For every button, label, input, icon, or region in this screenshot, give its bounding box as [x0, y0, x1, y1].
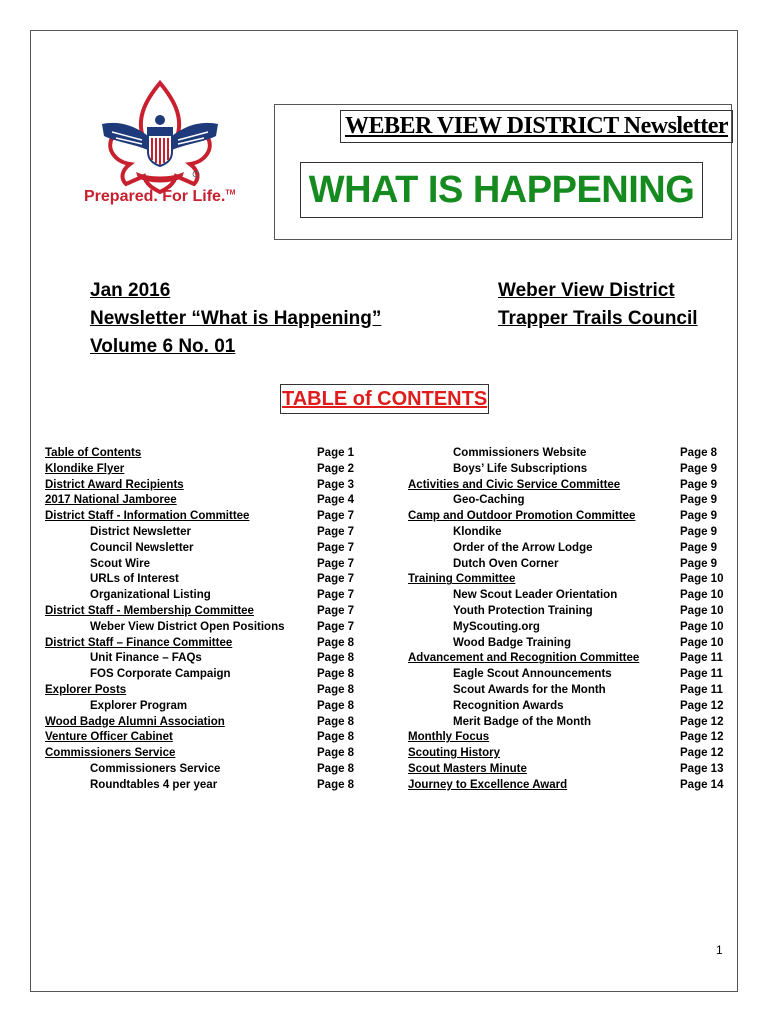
- toc-entry[interactable]: [45, 588, 365, 604]
- page-number: 1: [716, 943, 723, 957]
- toc-entry-title: Venture Officer Cabinet: [45, 731, 173, 744]
- toc-entry-page: Page 12: [680, 747, 724, 760]
- toc-entry[interactable]: [45, 541, 365, 557]
- toc-entry-page: Page 7: [317, 620, 355, 633]
- toc-entry-title: Geo-Caching: [453, 494, 525, 507]
- toc-entry[interactable]: [45, 620, 365, 636]
- toc-entry-page: Page 7: [317, 510, 355, 523]
- toc-entry-title: Scouting History: [408, 747, 501, 760]
- toc-entry-page: Page 10: [680, 589, 724, 602]
- district-name: Weber View District: [498, 280, 675, 301]
- toc-entry-page: Page 2: [317, 462, 355, 475]
- toc-entry-title: Table of Contents: [45, 447, 142, 459]
- toc-entry[interactable]: [408, 462, 728, 478]
- toc-entry-page: Page 4: [317, 494, 355, 507]
- toc-entry-page: Page 11: [680, 668, 723, 681]
- toc-entry-page: Page 7: [317, 573, 355, 586]
- toc-entry[interactable]: [408, 557, 728, 573]
- volume-number: Volume 6 No. 01: [90, 336, 236, 357]
- toc-entry-title: Activities and Civic Service Committee: [408, 478, 621, 491]
- toc-entry-page: Page 8: [317, 778, 355, 791]
- toc-entry-page: Page 12: [680, 715, 724, 728]
- toc-entry-title: New Scout Leader Orientation: [453, 589, 618, 602]
- toc-entry-page: Page 9: [680, 462, 718, 475]
- toc-entry-title: URLs of Interest: [90, 573, 179, 586]
- toc-entry[interactable]: [45, 746, 365, 762]
- toc-entry-title: Journey to Excellence Award: [408, 778, 568, 791]
- toc-entry[interactable]: [45, 762, 365, 778]
- toc-entry[interactable]: [408, 509, 728, 525]
- toc-entry-title: Commissioners Website: [453, 447, 587, 459]
- toc-entry[interactable]: [45, 683, 365, 699]
- toc-entry[interactable]: [45, 730, 365, 746]
- toc-entry-title: Council Newsletter: [90, 541, 194, 554]
- toc-entry[interactable]: [408, 493, 728, 509]
- toc-entry-title: Weber View District Open Positions: [90, 620, 285, 633]
- logo-tagline: Prepared. For Life.™: [84, 188, 236, 205]
- toc-entry-title: Wood Badge Alumni Association: [45, 715, 225, 728]
- toc-entry-page: Page 3: [317, 478, 355, 491]
- toc-entry-page: Page 9: [680, 525, 718, 538]
- toc-entry[interactable]: [45, 778, 365, 794]
- toc-entry-page: Page 8: [317, 699, 355, 712]
- toc-entry-page: Page 1: [317, 447, 355, 459]
- toc-entry-title: Klondike: [453, 525, 502, 538]
- toc-entry-title: Training Committee: [408, 573, 516, 586]
- council-name: Trapper Trails Council: [498, 308, 698, 329]
- toc-left-column: [45, 446, 365, 794]
- newsletter-title: WEBER VIEW DISTRICT Newsletter: [340, 110, 733, 143]
- toc-entry-page: Page 7: [317, 589, 355, 602]
- toc-entry-page: Page 8: [317, 715, 355, 728]
- toc-entry-page: Page 8: [680, 447, 718, 459]
- toc-entry[interactable]: [408, 588, 728, 604]
- district-info: [498, 277, 698, 333]
- toc-entry[interactable]: [45, 699, 365, 715]
- toc-entry-page: Page 11: [680, 652, 723, 665]
- toc-entry-page: Page 9: [680, 478, 718, 491]
- toc-entry-page: Page 14: [680, 778, 724, 791]
- toc-entry-title: Dutch Oven Corner: [453, 557, 559, 570]
- toc-entry[interactable]: [408, 778, 728, 794]
- toc-entry[interactable]: [408, 541, 728, 557]
- toc-entry[interactable]: [408, 699, 728, 715]
- toc-entry-page: Page 11: [680, 683, 723, 696]
- toc-entry-page: Page 10: [680, 573, 724, 586]
- toc-entry-page: Page 9: [680, 541, 718, 554]
- toc-entry-title: MyScouting.org: [453, 620, 540, 633]
- toc-entry[interactable]: [45, 572, 365, 588]
- toc-entry-page: Page 9: [680, 557, 718, 570]
- toc-entry-page: Page 8: [317, 747, 355, 760]
- toc-entry[interactable]: [45, 446, 365, 462]
- toc-entry[interactable]: [408, 572, 728, 588]
- toc-entry-page: Page 7: [317, 525, 355, 538]
- toc-entry[interactable]: [408, 683, 728, 699]
- toc-entry-title: Roundtables 4 per year: [90, 778, 218, 791]
- toc-entry-title: Scout Wire: [90, 557, 150, 570]
- toc-entry-page: Page 9: [680, 510, 718, 523]
- toc-entry-title: Klondike Flyer: [45, 462, 125, 475]
- toc-entry[interactable]: [45, 651, 365, 667]
- toc-entry[interactable]: [408, 762, 728, 778]
- toc-entry-page: Page 8: [317, 762, 355, 775]
- toc-entry-title: 2017 National Jamboree: [45, 494, 177, 507]
- issue-date: Jan 2016: [90, 280, 171, 301]
- toc-entry-title: District Newsletter: [90, 525, 191, 538]
- toc-entry-page: Page 8: [317, 668, 355, 681]
- toc-entry[interactable]: [408, 604, 728, 620]
- toc-entry[interactable]: [408, 636, 728, 652]
- toc-entry-page: Page 8: [317, 731, 355, 744]
- toc-entry-page: Page 7: [317, 557, 355, 570]
- toc-entry-title: Commissioners Service: [45, 747, 176, 760]
- toc-entry-title: Explorer Posts: [45, 683, 127, 696]
- toc-entry-title: Unit Finance – FAQs: [90, 652, 202, 665]
- toc-entry-title: Merit Badge of the Month: [453, 715, 591, 728]
- toc-entry[interactable]: [408, 446, 728, 462]
- toc-entry-title: District Award Recipients: [45, 478, 184, 491]
- toc-entry-page: Page 9: [680, 494, 718, 507]
- toc-entry-title: Monthly Focus: [408, 731, 490, 744]
- toc-entry-page: Page 13: [680, 762, 724, 775]
- toc-entry[interactable]: [45, 557, 365, 573]
- toc-entry-title: Wood Badge Training: [453, 636, 571, 649]
- toc-entry-page: Page 8: [317, 636, 355, 649]
- toc-entry[interactable]: [45, 509, 365, 525]
- toc-entry[interactable]: [45, 715, 365, 731]
- toc-entry[interactable]: [45, 478, 365, 494]
- toc-entry-title: Advancement and Recognition Committee: [408, 652, 640, 665]
- toc-right-column: [408, 446, 728, 794]
- toc-entry-title: Explorer Program: [90, 699, 188, 712]
- toc-entry-page: Page 12: [680, 731, 724, 744]
- toc-entry[interactable]: [408, 651, 728, 667]
- toc-entry-title: Scout Awards for the Month: [453, 683, 606, 696]
- toc-entry-page: Page 7: [317, 541, 355, 554]
- toc-entry[interactable]: [45, 604, 365, 620]
- toc-entry-title: Eagle Scout Announcements: [453, 668, 612, 681]
- toc-entry-title: Commissioners Service: [90, 762, 221, 775]
- toc-entry-page: Page 8: [317, 683, 355, 696]
- toc-entry-page: Page 10: [680, 636, 724, 649]
- toc-entry-title: Youth Protection Training: [453, 604, 593, 617]
- toc-entry-page: Page 8: [317, 652, 355, 665]
- toc-entry-page: Page 10: [680, 604, 724, 617]
- toc-entry-title: Camp and Outdoor Promotion Committee: [408, 510, 636, 523]
- toc-entry-title: Scout Masters Minute: [408, 762, 527, 775]
- toc-entry[interactable]: [408, 746, 728, 762]
- toc-entry[interactable]: [408, 478, 728, 494]
- toc-entry-title: Recognition Awards: [453, 699, 564, 712]
- toc-entry-title: District Staff - Membership Committee: [45, 604, 254, 617]
- toc-entry-title: Boys’ Life Subscriptions: [453, 462, 588, 475]
- toc-entry-title: FOS Corporate Campaign: [90, 668, 231, 681]
- toc-entry-page: Page 7: [317, 604, 355, 617]
- main-title: WHAT IS HAPPENING: [300, 162, 703, 218]
- toc-entry-title: District Staff – Finance Committee: [45, 636, 233, 649]
- toc-entry[interactable]: [408, 730, 728, 746]
- toc-entry-title: Order of the Arrow Lodge: [453, 541, 593, 554]
- toc-entry[interactable]: [408, 715, 728, 731]
- toc-entry[interactable]: [408, 667, 728, 683]
- toc-entry[interactable]: [45, 493, 365, 509]
- toc-entry[interactable]: [45, 667, 365, 683]
- toc-entry[interactable]: [408, 620, 728, 636]
- toc-heading: TABLE of CONTENTS: [280, 384, 489, 414]
- newsletter-name: Newsletter “What is Happening”: [90, 308, 382, 329]
- toc-entry-page: Page 10: [680, 620, 724, 633]
- toc-entry-page: Page 12: [680, 699, 724, 712]
- issue-info: [90, 277, 381, 361]
- toc-entry[interactable]: [408, 525, 728, 541]
- toc-entry[interactable]: [45, 462, 365, 478]
- toc-entry[interactable]: [45, 636, 365, 652]
- toc-entry-title: District Staff - Information Committee: [45, 510, 250, 523]
- toc-entry-title: Organizational Listing: [90, 589, 211, 602]
- toc-entry[interactable]: [45, 525, 365, 541]
